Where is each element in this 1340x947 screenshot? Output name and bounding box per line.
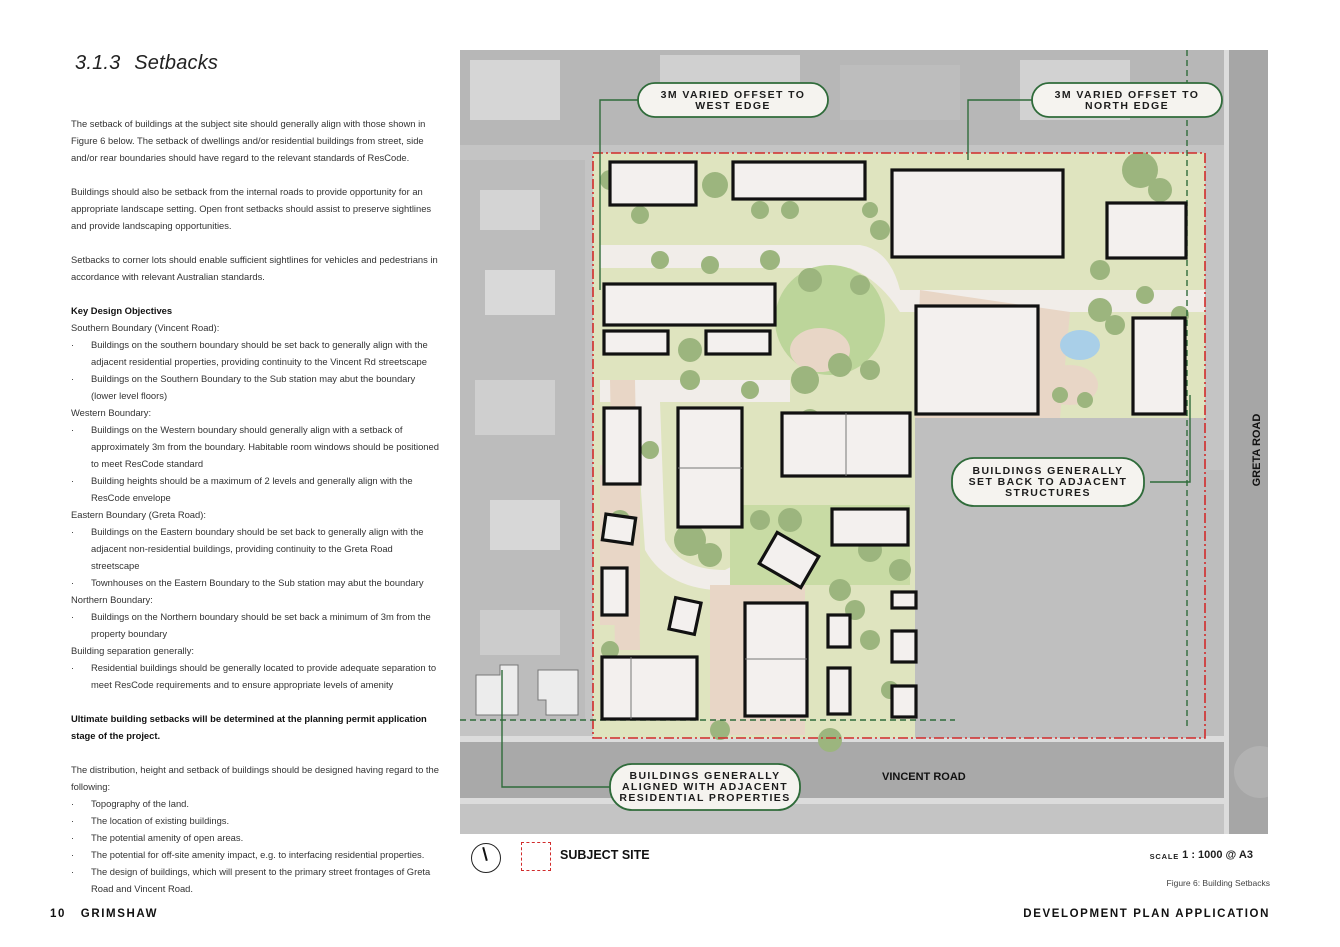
building-footprint <box>828 668 850 714</box>
callout-east-line3: STRUCTURES <box>1005 487 1091 499</box>
objective-list <box>71 659 443 693</box>
callout-north <box>1032 83 1222 117</box>
objectives-heading: Key Design Objectives <box>71 305 173 316</box>
distribution-item: · Topography of the land. <box>71 795 443 812</box>
building-footprint <box>828 615 850 647</box>
callout-south-line2: ALIGNED WITH ADJACENT <box>621 781 789 793</box>
body-text <box>71 115 443 897</box>
callout-west <box>638 83 828 117</box>
road-label-vincent: VINCENT ROAD <box>882 771 966 783</box>
callout-south-line3: RESIDENTIAL PROPERTIES <box>619 792 791 804</box>
building-footprint <box>602 514 635 544</box>
road-label-greta: GRETA ROAD <box>1251 413 1263 487</box>
brand-name: GRIMSHAW <box>80 908 159 920</box>
objective-item: · Buildings on the Northern boundary should be set back a minimum of 3m from the property boundary <box>71 608 443 642</box>
objective-group-label: Building separation generally: <box>71 645 194 656</box>
building-footprint <box>892 592 916 608</box>
section-title-text: Setbacks <box>134 52 219 74</box>
objective-list <box>71 608 443 642</box>
vincent-road-surface <box>460 740 1268 800</box>
subject-site-label: SUBJECT SITE <box>560 848 650 862</box>
objective-group-label: Eastern Boundary (Greta Road): <box>71 509 206 520</box>
objective-list <box>71 336 443 404</box>
objective-item: · Townhouses on the Eastern Boundary to the Sub station may abut the boundary <box>71 574 443 591</box>
callout-east-line2: SET BACK TO ADJACENT <box>968 476 1128 488</box>
subject-site-swatch <box>521 842 551 871</box>
building-footprint <box>1133 318 1185 414</box>
objective-item: · Buildings on the Southern Boundary to the Sub station may abut the boundary (lower level floors) <box>71 370 443 404</box>
document-title: DEVELOPMENT PLAN APPLICATION <box>1023 908 1270 920</box>
scale-label: SCALE <box>1149 852 1179 861</box>
intro-paragraph: Buildings should also be setback from the internal roads to provide opportunity for an appropriate landscape setting. Open front setbacks should assist to preserve sightlines and provide landscaping opportunities. <box>71 186 432 231</box>
building-footprint <box>832 509 908 545</box>
objective-group-label: Northern Boundary: <box>71 594 153 605</box>
objective-list <box>71 421 443 506</box>
callout-east-line1: BUILDINGS GENERALLY <box>972 465 1124 477</box>
section-number: 3.1.3 <box>75 52 121 74</box>
building-footprint <box>604 331 668 354</box>
building-footprint <box>669 598 701 635</box>
building-footprint <box>916 306 1038 414</box>
objective-group-label: Southern Boundary (Vincent Road): <box>71 322 220 333</box>
distribution-item: · The design of buildings, which will present to the primary street frontages of Greta Road and Vincent Road. <box>71 863 443 897</box>
callout-east <box>952 458 1144 506</box>
objective-item: · Buildings on the southern boundary should be set back to generally align with the adjacent residential properties, providing continuity to the Vincent Rd streetscape <box>71 336 443 370</box>
building-footprint <box>602 568 627 615</box>
building-footprint <box>1107 203 1186 258</box>
callout-north-line1: 3M VARIED OFFSET TO <box>1054 89 1200 101</box>
building-footprint <box>892 631 916 662</box>
building-footprint <box>892 170 1063 257</box>
map-legend <box>460 840 1270 880</box>
callout-west-line2: WEST EDGE <box>695 100 771 112</box>
callout-south <box>610 764 800 810</box>
page-number: 10 <box>50 908 66 920</box>
building-footprint <box>706 331 770 354</box>
distribution-list <box>71 795 443 897</box>
setback-note: Ultimate building setbacks will be determined at the planning permit application stage of the project. <box>71 713 427 741</box>
scale-value: 1 : 1000 @ A3 <box>1182 849 1253 861</box>
north-arrow-icon <box>471 843 501 873</box>
callout-west-line1: 3M VARIED OFFSET TO <box>660 89 806 101</box>
footer-left <box>50 908 158 920</box>
building-footprint <box>602 657 697 719</box>
distribution-intro: The distribution, height and setback of buildings should be designed having regard to the following: <box>71 764 439 792</box>
callout-north-line2: NORTH EDGE <box>1084 100 1170 112</box>
objective-item: · Residential buildings should be generally located to provide adequate separation to meet ResCode requirements and to ensure appropriate levels of amenity <box>71 659 443 693</box>
building-footprint <box>604 284 775 325</box>
site-plan-map <box>460 50 1268 834</box>
figure-caption: Figure 6: Building Setbacks <box>1166 878 1270 888</box>
objective-item: · Building heights should be a maximum of 2 levels and generally align with the ResCode envelope <box>71 472 443 506</box>
building-footprint <box>733 162 865 199</box>
distribution-item: · The potential amenity of open areas. <box>71 829 443 846</box>
building-footprint <box>604 408 640 484</box>
intro-paragraph: The setback of buildings at the subject site should generally align with those shown in Figure 6 below. The setback of dwellings and/or residential buildings from street, side and/or rear boundaries should have regard to the relevant standards of ResCode. <box>71 118 426 163</box>
site-plan-svg <box>460 50 1268 834</box>
distribution-item: · The location of existing buildings. <box>71 812 443 829</box>
objective-group-label: Western Boundary: <box>71 407 152 418</box>
building-footprint <box>892 686 916 717</box>
objective-item: · Buildings on the Eastern boundary should be set back to generally align with the adjacent non-residential buildings, providing continuity to the Greta Road streetscape <box>71 523 443 574</box>
objective-item: · Buildings on the Western boundary should generally align with a setback of approximately 3m from the boundary. Habitable room windows should be positioned to meet ResCode standard <box>71 421 443 472</box>
callout-south-line1: BUILDINGS GENERALLY <box>629 770 781 782</box>
objective-list <box>71 523 443 591</box>
building-footprint <box>610 162 696 205</box>
section-title <box>75 52 218 75</box>
intro-paragraph: Setbacks to corner lots should enable sufficient sightlines for vehicles and pedestrians in accordance with relevant Australian standards. <box>71 254 438 282</box>
distribution-item: · The potential for off-site amenity impact, e.g. to interfacing residential properties. <box>71 846 443 863</box>
